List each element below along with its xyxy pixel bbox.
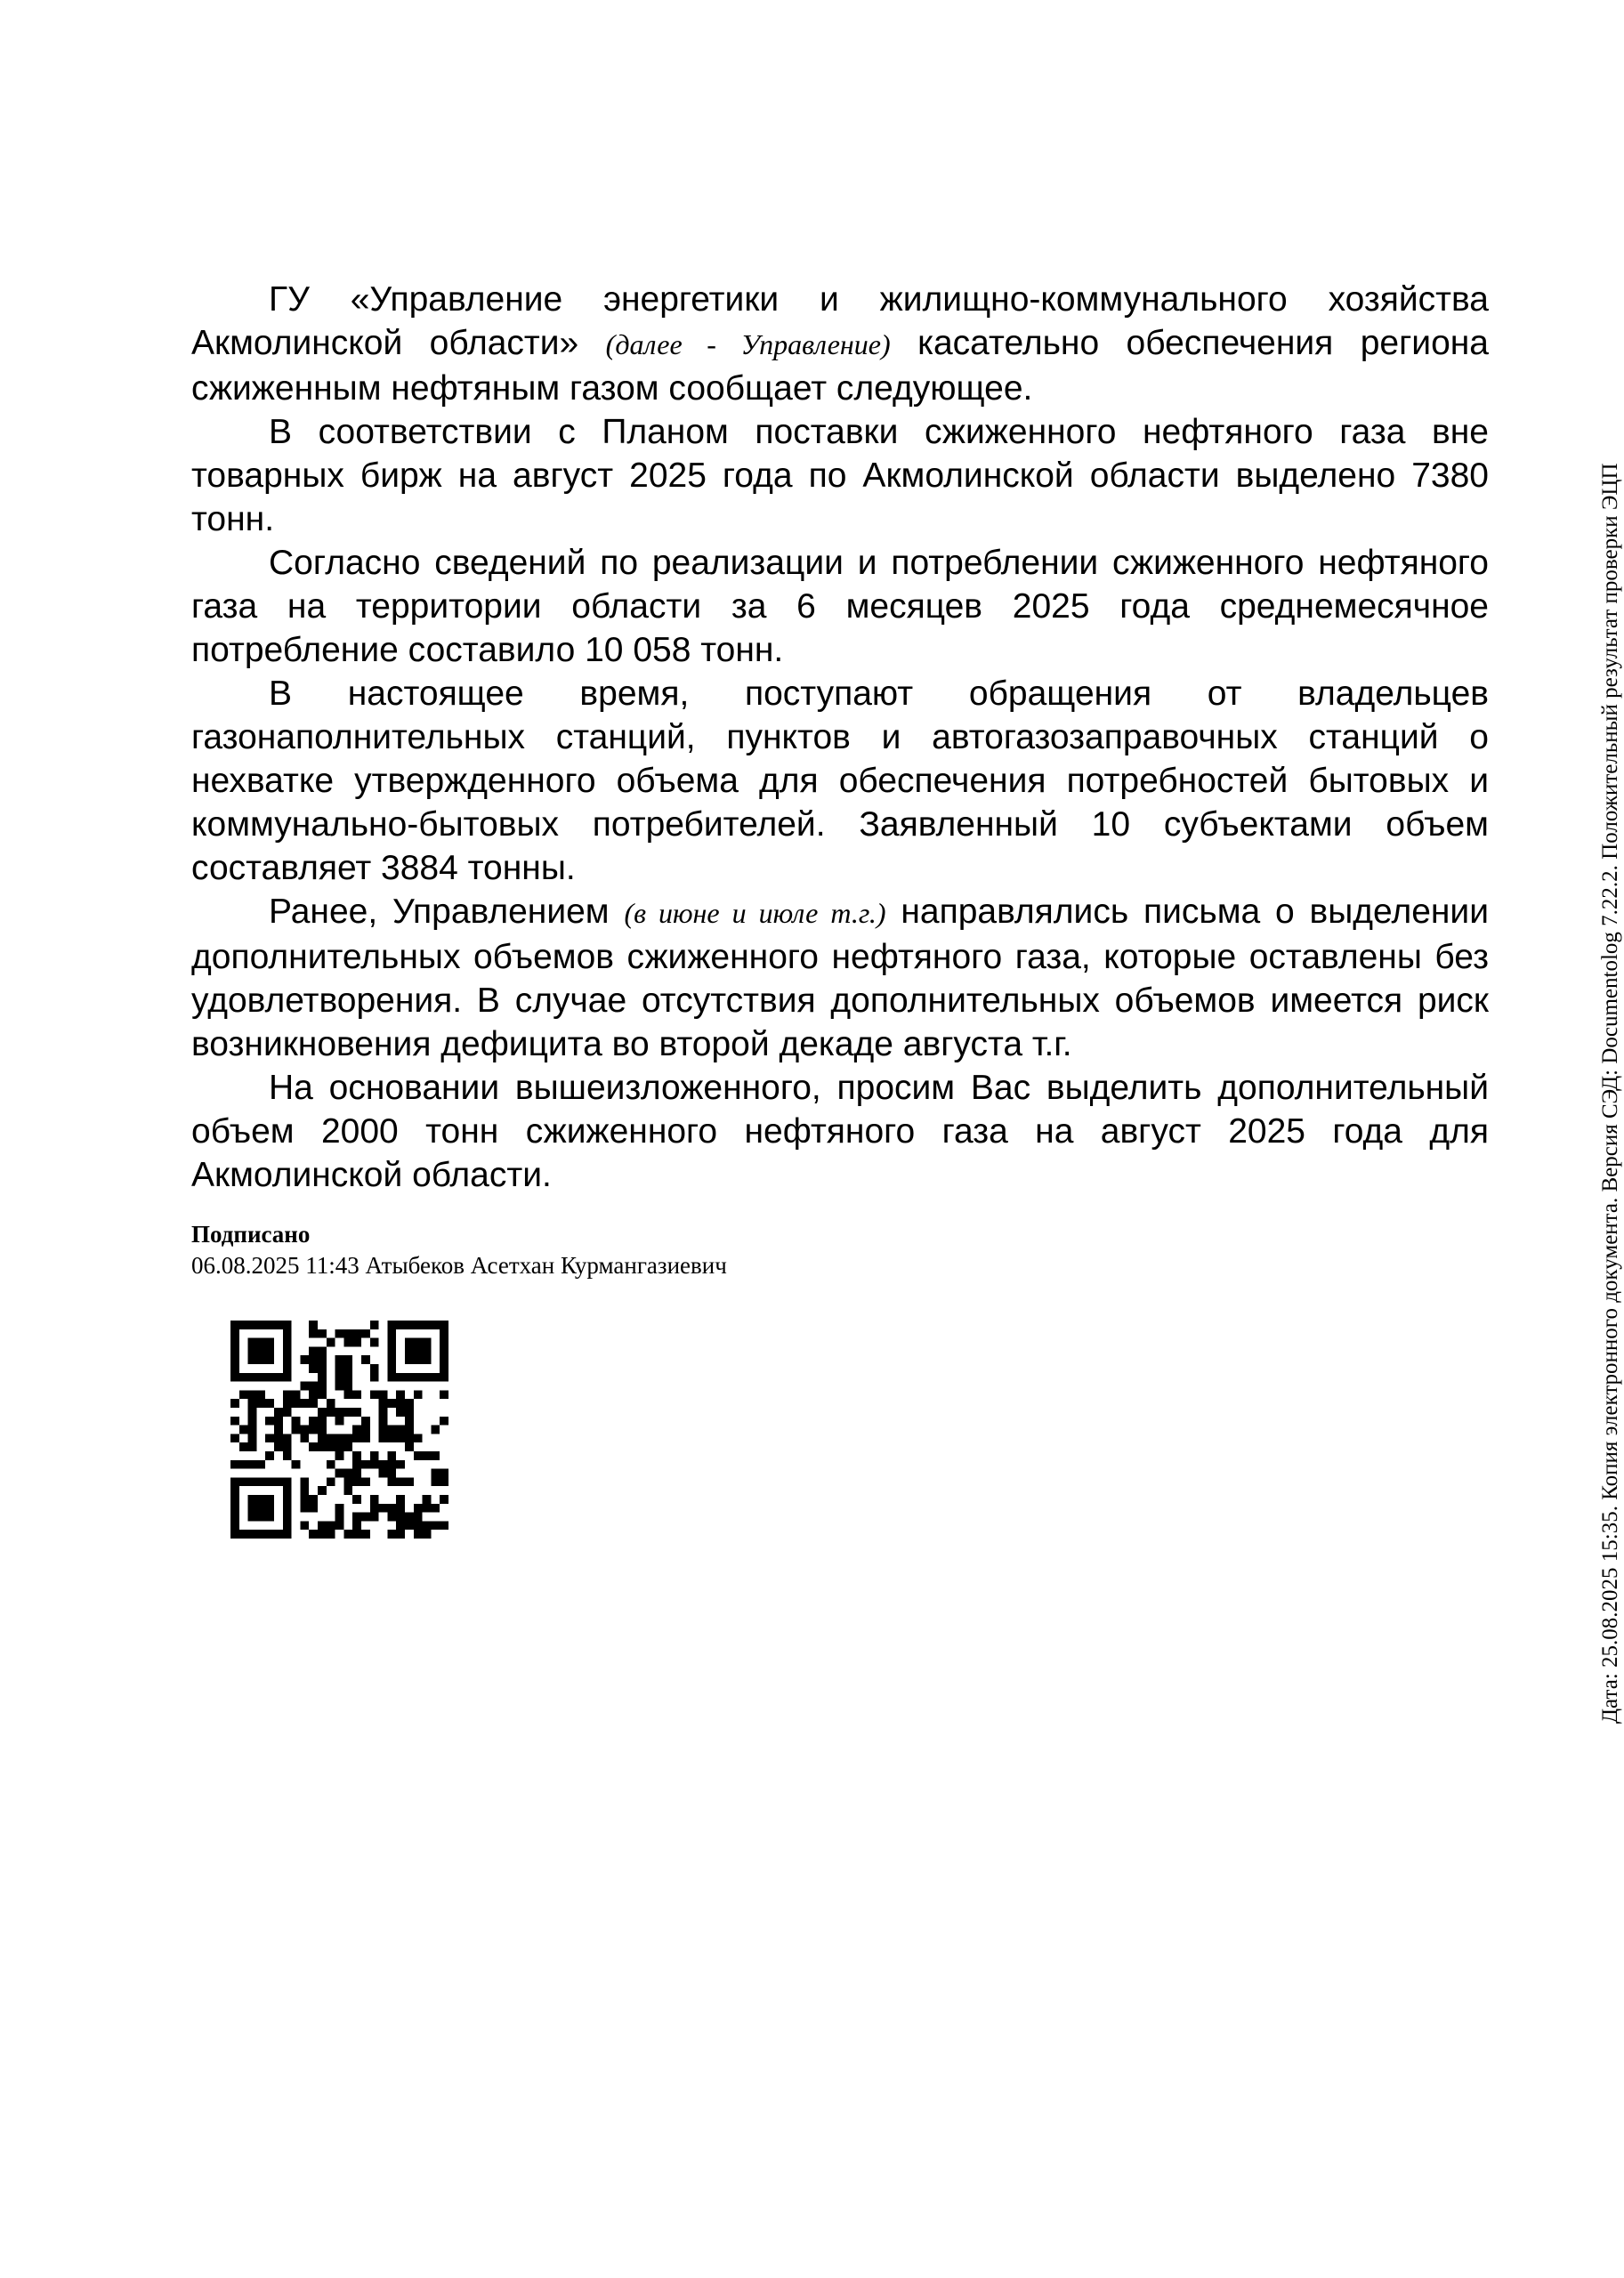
paragraph-6: На основании вышеизложенного, просим Вас выделить дополнительный объем 2000 тонн сжиженного нефтяного газа на август 2025 года для Акмолинской области. [191,1069,1489,1194]
signature-block [191,1219,727,1281]
paragraph-1-end: касательно обеспечения региона сжиженным нефтяным газом сообщает следующее. [191,324,1490,408]
paragraph-1 [191,278,1489,410]
paragraph-5 [191,890,1489,1066]
verification-stamp: Дата: 25.08.2025 15:35. Копия электронного документа. Версия СЭД: Documentolog 7.22.2. Положительный результат проверки ЭЦП [1598,463,1622,1724]
paragraph-5-start: Ранее, Управлением [269,893,625,931]
qr-code [230,1321,448,1539]
paragraph-1-start: ГУ «Управление энергетики и жилищно-коммунального хозяйства Акмолинской области» [191,280,1489,362]
signature-line: 06.08.2025 11:43 Атыбеков Асетхан Курмангазиевич [191,1252,727,1279]
paragraph-1-note: (далее - Управление) [605,328,891,360]
qr-code-graphic [230,1321,448,1539]
paragraph-4: В настоящее время, поступают обращения от владельцев газонаполнительных станций, пунктов и автогазозаправочных станций о нехватке утвержденного объема для обеспечения потребностей бытовых и коммунально-бытовых потребителей. Заявленный 10 субъектами объем составляет 3884 тонны. [191,675,1489,887]
letter-body [191,278,1489,1197]
signature-title: Подписано [191,1221,311,1248]
paragraph-3: Согласно сведений по реализации и потреблении сжиженного нефтяного газа на территории области за 6 месяцев 2025 года среднемесячное потребление составило 10 058 тонн. [191,544,1489,669]
paragraph-2: В соответствии с Планом поставки сжиженного нефтяного газа вне товарных бирж на август 2025 года по Акмолинской области выделено 7380 тонн. [191,413,1489,538]
paragraph-5-end: направлялись письма о выделении дополнительных объемов сжиженного нефтяного газа, которые оставлены без удовлетворения. В случае отсутствия дополнительных объемов имеется риск возникновения дефицита во второй декаде августа т.г. [191,893,1489,1063]
paragraph-5-note: (в июне и июле т.г.) [624,897,886,929]
